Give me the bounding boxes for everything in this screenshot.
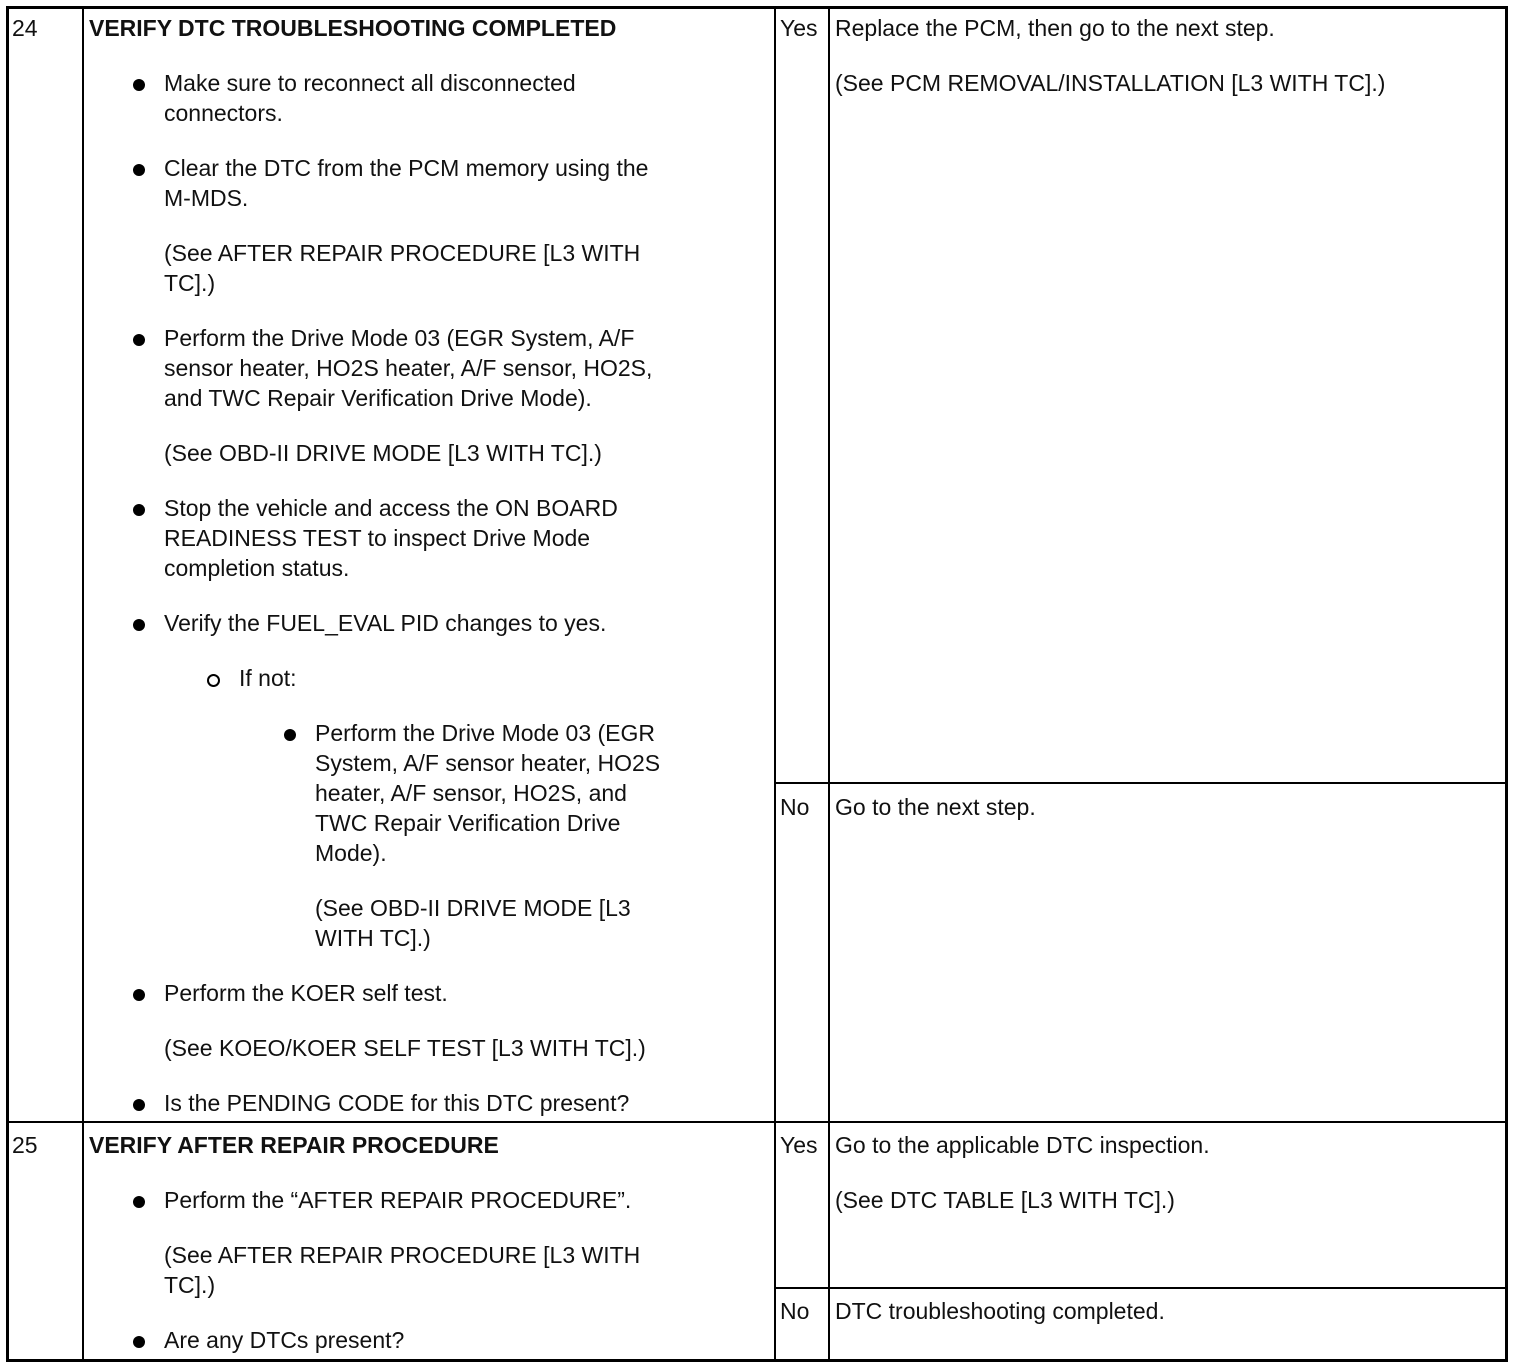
no-action: DTC troubleshooting completed. [835, 1298, 1165, 1324]
item-line: WITH TC].) [315, 925, 431, 951]
item-line: (See AFTER REPAIR PROCEDURE [L3 WITH [164, 1242, 641, 1268]
item-line: connectors. [164, 100, 283, 126]
yes-action: Go to the applicable DTC inspection. [835, 1132, 1210, 1158]
column-divider-answer [774, 9, 776, 1359]
step-number: 25 [12, 1132, 38, 1158]
bullet-icon [133, 164, 145, 176]
no-action: Go to the next step. [835, 794, 1036, 820]
item-line: Perform the KOER self test. [164, 980, 448, 1006]
bullet-icon [133, 504, 145, 516]
item-line: (See OBD-II DRIVE MODE [L3 WITH TC].) [164, 440, 602, 466]
bullet-icon [133, 79, 145, 91]
item-line: (See AFTER REPAIR PROCEDURE [L3 WITH [164, 240, 641, 266]
bullet-icon [284, 729, 296, 741]
step-number: 24 [12, 15, 38, 41]
item-line: sensor heater, HO2S heater, A/F sensor, HO2S, [164, 355, 653, 381]
yes-reference: (See DTC TABLE [L3 WITH TC].) [835, 1187, 1175, 1213]
row-divider-24-25 [9, 1121, 1505, 1123]
bullet-icon [133, 1336, 145, 1348]
item-line: Make sure to reconnect all disconnected [164, 70, 576, 96]
bullet-icon [133, 1196, 145, 1208]
item-line: If not: [239, 665, 297, 691]
bullet-icon [133, 989, 145, 1001]
item-line: heater, A/F sensor, HO2S, and [315, 780, 627, 806]
item-line: TC].) [164, 270, 216, 296]
no-label: No [780, 1298, 810, 1324]
row-divider-24-no [774, 782, 1505, 784]
item-line: Stop the vehicle and access the ON BOARD [164, 495, 618, 521]
item-line: and TWC Repair Verification Drive Mode). [164, 385, 592, 411]
troubleshooting-table [6, 6, 1508, 1362]
item-line: completion status. [164, 555, 350, 581]
item-line: Mode). [315, 840, 387, 866]
item-line: System, A/F sensor heater, HO2S [315, 750, 661, 776]
row-divider-25-no [774, 1287, 1505, 1289]
step-title: VERIFY DTC TROUBLESHOOTING COMPLETED [89, 15, 617, 41]
step-title: VERIFY AFTER REPAIR PROCEDURE [89, 1132, 499, 1158]
bullet-icon [133, 619, 145, 631]
yes-label: Yes [780, 1132, 818, 1158]
column-divider-action [828, 9, 830, 1359]
item-line: Is the PENDING CODE for this DTC present? [164, 1090, 630, 1116]
item-line: Are any DTCs present? [164, 1327, 405, 1353]
yes-reference: (See PCM REMOVAL/INSTALLATION [L3 WITH TC].) [835, 70, 1386, 96]
yes-label: Yes [780, 15, 818, 41]
item-line: TWC Repair Verification Drive [315, 810, 621, 836]
item-line: M-MDS. [164, 185, 249, 211]
item-line: Perform the Drive Mode 03 (EGR [315, 720, 656, 746]
column-divider-step [82, 9, 84, 1359]
item-line: READINESS TEST to inspect Drive Mode [164, 525, 591, 551]
item-line: (See OBD-II DRIVE MODE [L3 [315, 895, 631, 921]
yes-action: Replace the PCM, then go to the next step. [835, 15, 1275, 41]
hollow-bullet-icon [207, 674, 220, 687]
bullet-icon [133, 1099, 145, 1111]
item-line: Clear the DTC from the PCM memory using the [164, 155, 649, 181]
item-line: Perform the Drive Mode 03 (EGR System, A/F [164, 325, 635, 351]
no-label: No [780, 794, 810, 820]
item-line: TC].) [164, 1272, 216, 1298]
item-line: Verify the FUEL_EVAL PID changes to yes. [164, 610, 607, 636]
bullet-icon [133, 334, 145, 346]
item-line: Perform the “AFTER REPAIR PROCEDURE”. [164, 1187, 632, 1213]
item-line: (See KOEO/KOER SELF TEST [L3 WITH TC].) [164, 1035, 646, 1061]
